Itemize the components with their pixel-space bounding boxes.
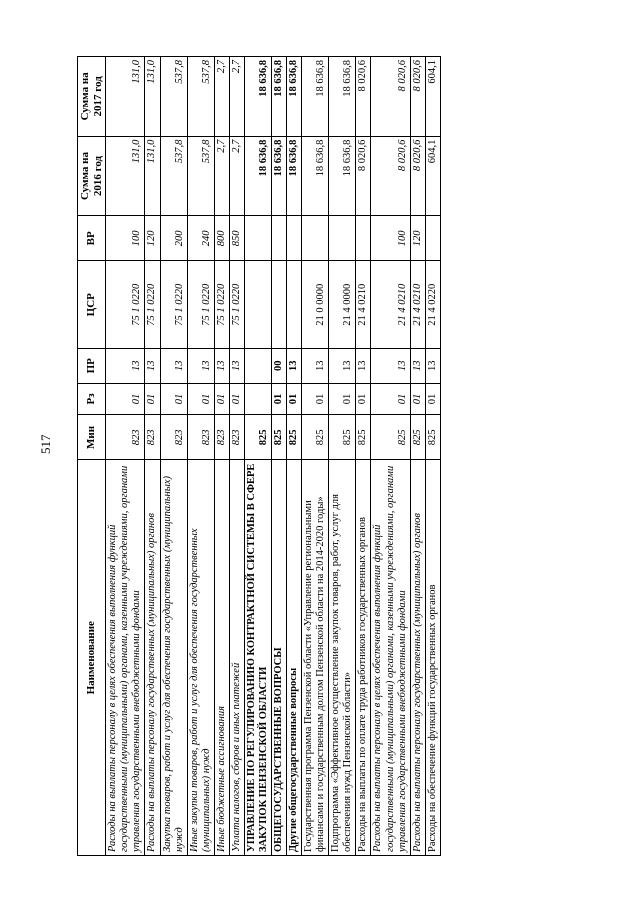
- row-vr: 120: [145, 216, 160, 261]
- row-sum-2017: 18 636,8: [302, 57, 329, 137]
- row-rz: 01: [302, 383, 329, 415]
- row-vr: [287, 216, 302, 261]
- row-sum-2016: 2,7: [214, 136, 229, 216]
- col-2017-header: Сумма на 2017 год: [78, 57, 106, 137]
- row-pr: 13: [229, 349, 244, 384]
- row-pr: 13: [106, 349, 145, 384]
- col-csr-header: ЦСР: [78, 261, 106, 349]
- row-rz: 01: [145, 383, 160, 415]
- row-sum-2017: 8 020,6: [371, 57, 410, 137]
- row-min: 825: [410, 415, 425, 460]
- row-pr: 13: [145, 349, 160, 384]
- row-min: 825: [272, 415, 287, 460]
- row-rz: 01: [106, 383, 145, 415]
- row-rz: 01: [329, 383, 356, 415]
- row-pr: 13: [371, 349, 410, 384]
- row-name: Расходы на выплаты персоналу государственных (муниципальных) органов: [145, 460, 160, 856]
- col-2016-header: Сумма на 2016 год: [78, 136, 106, 216]
- row-csr: 21 4 0000: [329, 261, 356, 349]
- row-sum-2016: 8 020,6: [356, 136, 371, 216]
- row-csr: 21 4 0220: [425, 261, 440, 349]
- row-rz: 01: [214, 383, 229, 415]
- table-row: [302, 57, 329, 856]
- row-csr: 21 4 0210: [371, 261, 410, 349]
- row-csr: 21 0 0000: [302, 261, 329, 349]
- row-min: 825: [425, 415, 440, 460]
- row-sum-2017: 18 636,8: [244, 57, 271, 137]
- row-sum-2017: 131,0: [145, 57, 160, 137]
- row-sum-2017: 2,7: [229, 57, 244, 137]
- page-number: 517: [38, 434, 53, 454]
- table-row: [287, 57, 302, 856]
- row-vr: 850: [229, 216, 244, 261]
- row-name: Иные закупки товаров, работ и услуг для обеспечения государственных (муниципальных) нужд: [187, 460, 214, 856]
- col-min-header: Мин: [78, 415, 106, 460]
- row-name: Расходы на выплаты персоналу в целях обеспечения выполнения функций государственными (муниципальными) органами, казенными учреждениями, органами управления государственными внебюджетными фондами: [106, 460, 145, 856]
- row-vr: 100: [106, 216, 145, 261]
- row-sum-2016: 537,8: [160, 136, 187, 216]
- row-pr: 13: [287, 349, 302, 384]
- row-sum-2017: 537,8: [187, 57, 214, 137]
- row-name: Расходы на выплаты персоналу государственных (муниципальных) органов: [410, 460, 425, 856]
- row-vr: 240: [187, 216, 214, 261]
- row-rz: 01: [160, 383, 187, 415]
- row-vr: [329, 216, 356, 261]
- row-name: Расходы на обеспечение функций государственных органов: [425, 460, 440, 856]
- table-row: [244, 57, 271, 856]
- budget-table-rotated: [77, 56, 441, 856]
- row-sum-2017: 18 636,8: [329, 57, 356, 137]
- row-pr: 13: [160, 349, 187, 384]
- row-min: 825: [356, 415, 371, 460]
- row-vr: 800: [214, 216, 229, 261]
- row-name: Иные бюджетные ассигнования: [214, 460, 229, 856]
- row-rz: 01: [356, 383, 371, 415]
- row-pr: 13: [302, 349, 329, 384]
- row-pr: 13: [425, 349, 440, 384]
- table-row: [425, 57, 440, 856]
- row-vr: [244, 216, 271, 261]
- row-sum-2017: 131,0: [106, 57, 145, 137]
- row-min: 825: [329, 415, 356, 460]
- row-min: 823: [229, 415, 244, 460]
- row-vr: [272, 216, 287, 261]
- row-csr: [272, 261, 287, 349]
- row-rz: 01: [229, 383, 244, 415]
- row-csr: 75 1 0220: [187, 261, 214, 349]
- col-pr-header: ПР: [78, 349, 106, 384]
- row-name: ОБЩЕГОСУДАРСТВЕННЫЕ ВОПРОСЫ: [272, 460, 287, 856]
- row-min: 825: [302, 415, 329, 460]
- row-sum-2016: 18 636,8: [329, 136, 356, 216]
- row-sum-2016: 8 020,6: [410, 136, 425, 216]
- row-pr: 13: [410, 349, 425, 384]
- row-pr: [244, 349, 271, 384]
- row-rz: 01: [187, 383, 214, 415]
- row-min: 823: [160, 415, 187, 460]
- row-sum-2017: 8 020,6: [356, 57, 371, 137]
- row-name: Расходы на выплаты персоналу в целях обеспечения выполнения функций государственными (муниципальными) органами, казенными учреждениями, органами управления государственными внебюджетными фондами: [371, 460, 410, 856]
- row-sum-2016: 537,8: [187, 136, 214, 216]
- row-pr: 00: [272, 349, 287, 384]
- col-vr-header: ВР: [78, 216, 106, 261]
- row-sum-2016: 604,1: [425, 136, 440, 216]
- table-row: [187, 57, 214, 856]
- row-sum-2017: 2,7: [214, 57, 229, 137]
- row-csr: 75 1 0220: [214, 261, 229, 349]
- table-row: [410, 57, 425, 856]
- row-sum-2016: 131,0: [106, 136, 145, 216]
- budget-table: [77, 56, 441, 856]
- row-vr: 200: [160, 216, 187, 261]
- table-header-row: [78, 57, 106, 856]
- table-row: [160, 57, 187, 856]
- row-name: Расходы на выплаты по оплате труда работников государственных органов: [356, 460, 371, 856]
- table-row: [272, 57, 287, 856]
- row-pr: 13: [356, 349, 371, 384]
- table-row: [371, 57, 410, 856]
- row-min: 825: [371, 415, 410, 460]
- row-min: 823: [187, 415, 214, 460]
- row-sum-2016: 18 636,8: [272, 136, 287, 216]
- row-sum-2017: 18 636,8: [272, 57, 287, 137]
- row-sum-2016: 18 636,8: [287, 136, 302, 216]
- row-name: Государственная программа Пензенской области «Управление региональными финансами и государственным долгом Пензенской области на 2014-2020 годы»: [302, 460, 329, 856]
- row-vr: [425, 216, 440, 261]
- row-name: Подпрограмма «Эффективное осуществление закупок товаров, работ, услуг для обеспечения нужд Пензенской области»: [329, 460, 356, 856]
- row-rz: 01: [287, 383, 302, 415]
- row-pr: 13: [187, 349, 214, 384]
- row-csr: 75 1 0220: [160, 261, 187, 349]
- row-csr: 21 4 0210: [410, 261, 425, 349]
- row-sum-2017: 604,1: [425, 57, 440, 137]
- row-rz: [244, 383, 271, 415]
- row-min: 823: [145, 415, 160, 460]
- row-rz: 01: [425, 383, 440, 415]
- row-pr: 13: [214, 349, 229, 384]
- row-vr: 120: [410, 216, 425, 261]
- row-name: Закупка товаров, работ и услуг для обеспечения государственных (муниципальных) нужд: [160, 460, 187, 856]
- col-rz-header: Рз: [78, 383, 106, 415]
- row-min: 823: [106, 415, 145, 460]
- row-sum-2016: 131,0: [145, 136, 160, 216]
- row-csr: 75 1 0220: [145, 261, 160, 349]
- row-csr: [244, 261, 271, 349]
- table-row: [229, 57, 244, 856]
- col-name-header: Наименование: [78, 460, 106, 856]
- table-body: [106, 57, 441, 856]
- table-row: [329, 57, 356, 856]
- row-min: 825: [287, 415, 302, 460]
- row-name: УПРАВЛЕНИЕ ПО РЕГУЛИРОВАНИЮ КОНТРАКТНОЙ СИСТЕМЫ В СФЕРЕ ЗАКУПОК ПЕНЗЕНСКОЙ ОБЛАСТИ: [244, 460, 271, 856]
- row-sum-2016: 8 020,6: [371, 136, 410, 216]
- table-row: [145, 57, 160, 856]
- table-row: [356, 57, 371, 856]
- row-min: 825: [244, 415, 271, 460]
- row-vr: [356, 216, 371, 261]
- row-sum-2017: 8 020,6: [410, 57, 425, 137]
- row-csr: [287, 261, 302, 349]
- row-sum-2016: 2,7: [229, 136, 244, 216]
- row-name: Уплата налогов, сборов и иных платежей: [229, 460, 244, 856]
- row-vr: 100: [371, 216, 410, 261]
- row-csr: 75 1 0220: [106, 261, 145, 349]
- row-rz: 01: [371, 383, 410, 415]
- row-sum-2016: 18 636,8: [302, 136, 329, 216]
- row-rz: 01: [410, 383, 425, 415]
- row-csr: 75 1 0220: [229, 261, 244, 349]
- row-name: Другие общегосударственные вопросы: [287, 460, 302, 856]
- row-rz: 01: [272, 383, 287, 415]
- row-sum-2017: 537,8: [160, 57, 187, 137]
- row-csr: 21 4 0210: [356, 261, 371, 349]
- row-sum-2017: 18 636,8: [287, 57, 302, 137]
- table-row: [106, 57, 145, 856]
- row-min: 823: [214, 415, 229, 460]
- table-row: [214, 57, 229, 856]
- row-vr: [302, 216, 329, 261]
- row-sum-2016: 18 636,8: [244, 136, 271, 216]
- row-pr: 13: [329, 349, 356, 384]
